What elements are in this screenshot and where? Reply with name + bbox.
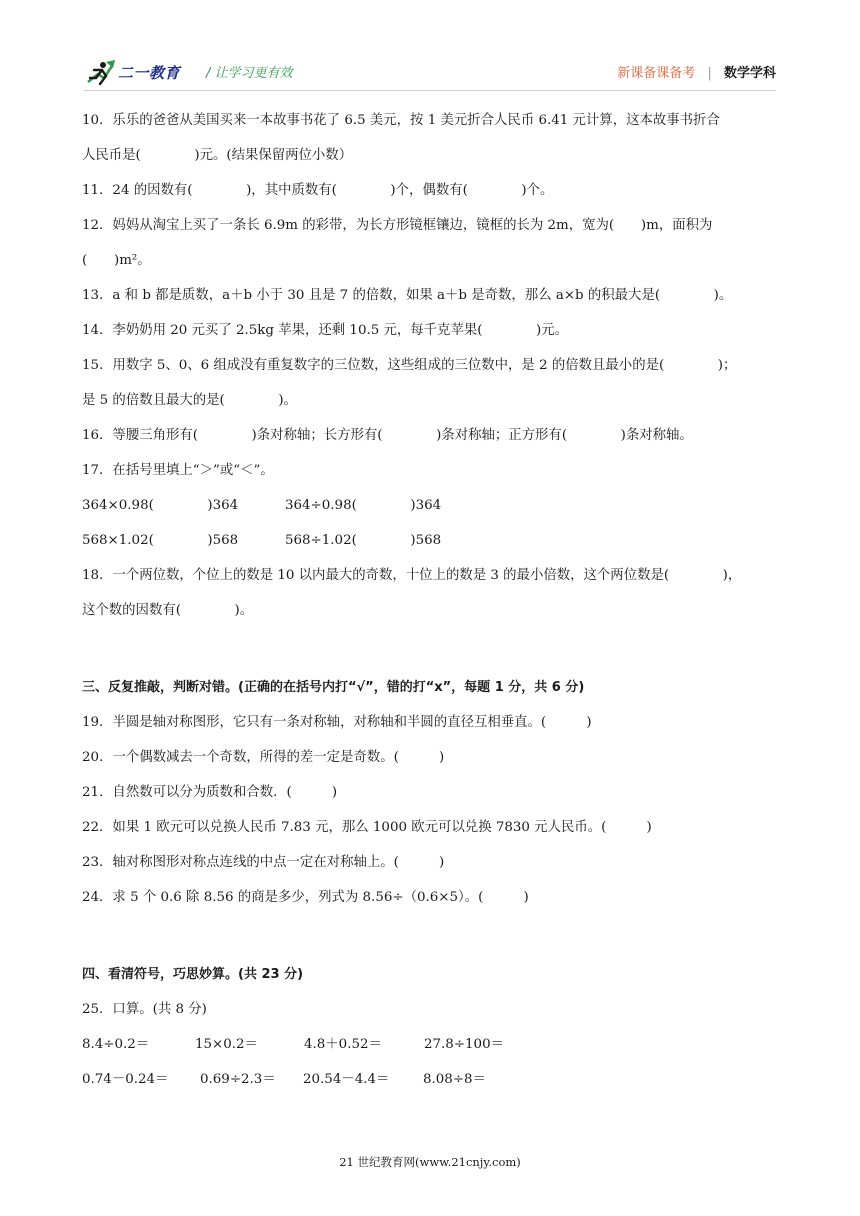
page-header — [84, 56, 776, 90]
compare-expression: 364÷0.98( )364 — [285, 498, 442, 513]
oral-calc-row — [82, 1062, 780, 1097]
header-separator: | — [707, 66, 712, 81]
judgement-item: 20．一个偶数减去一个奇数，所得的差一定是奇数。( ) — [82, 750, 445, 765]
oral-calc-item: 27.8÷100＝ — [424, 1037, 504, 1052]
judgement-item: 21．自然数可以分为质数和合数．( ) — [82, 785, 338, 800]
logo — [84, 58, 194, 88]
compare-row — [82, 488, 780, 523]
question-line: 16．等腰三角形有( )条对称轴；长方形有( )条对称轴；正方形有( )条对称轴。 — [82, 428, 693, 443]
oral-calc-item: 20.54－4.4＝ — [303, 1072, 390, 1087]
question-line: 10．乐乐的爸爸从美国买来一本故事书花了 6.5 美元，按 1 美元折合人民币 6.41 元计算，这本故事书折合 — [82, 113, 720, 128]
runner-logo-icon — [84, 58, 118, 88]
document-body — [82, 103, 780, 1097]
oral-calc-item: 8.4÷0.2＝ — [82, 1037, 150, 1052]
slogan: / 让学习更有效 — [206, 66, 293, 81]
judgement-item: 23．轴对称图形对称点连线的中点一定在对称轴上。( ) — [82, 855, 445, 870]
question-line: 14．李奶奶用 20 元买了 2.5kg 苹果，还剩 10.5 元，每千克苹果( )元。 — [82, 323, 569, 338]
oral-calc-item: 0.69÷2.3＝ — [200, 1072, 276, 1087]
oral-calc-item: 8.08÷8＝ — [423, 1072, 486, 1087]
oral-calc-item: 0.74－0.24＝ — [82, 1072, 169, 1087]
question-line: 是 5 的倍数且最大的是( )。 — [82, 393, 297, 408]
compare-expression: 568÷1.02( )568 — [285, 533, 442, 548]
logo-text: 二一教育 — [118, 64, 181, 82]
question-line: 25．口算。(共 8 分) — [82, 1002, 207, 1017]
question-line: 17．在括号里填上“＞”或“＜”。 — [82, 463, 274, 478]
page-footer: 21 世纪教育网(www.21cnjy.com) — [339, 1155, 521, 1169]
compare-expression: 568×1.02( )568 — [82, 533, 239, 548]
question-line: 这个数的因数有( )。 — [82, 603, 254, 618]
question-line: ( )m²。 — [82, 253, 151, 268]
compare-expression: 364×0.98( )364 — [82, 498, 239, 513]
header-divider — [84, 90, 776, 91]
question-line: 18．一个两位数，个位上的数是 10 以内最大的奇数，十位上的数是 3 的最小倍数，这个两位数是( )， — [82, 568, 742, 583]
question-line: 12．妈妈从淘宝上买了一条长 6.9m 的彩带，为长方形镜框镶边，镜框的长为 2m，宽为( )m，面积为 — [82, 218, 713, 233]
oral-calc-row — [82, 1027, 780, 1062]
section-heading: 四、看清符号，巧思妙算。(共 23 分) — [82, 967, 304, 982]
question-line: 15．用数字 5、0、6 组成没有重复数字的三位数，这些组成的三位数中，是 2 的倍数且最小的是( )； — [82, 358, 737, 373]
judgement-item: 19．半圆是轴对称图形，它只有一条对称轴，对称轴和半圆的直径互相垂直。( ) — [82, 715, 592, 730]
header-right — [617, 62, 776, 81]
oral-calc-item: 4.8＋0.52＝ — [304, 1037, 382, 1052]
judgement-item: 22．如果 1 欧元可以兑换人民币 7.83 元，那么 1000 欧元可以兑换 7830 元人民币。( ) — [82, 820, 652, 835]
compare-row — [82, 523, 780, 558]
judgement-item: 24．求 5 个 0.6 除 8.56 的商是多少，列式为 8.56÷（0.6×5）。( ) — [82, 890, 529, 905]
question-line: 13．a 和 b 都是质数，a＋b 小于 30 且是 7 的倍数，如果 a＋b 是奇数，那么 a×b 的积最大是( )。 — [82, 288, 733, 303]
oral-calc-item: 15×0.2＝ — [195, 1037, 258, 1052]
section-heading: 三、反复推敲，判断对错。(正确的在括号内打“√”，错的打“x”，每题 1 分，共 6 分) — [82, 680, 585, 695]
course-label: 新课备课备考 — [617, 66, 696, 81]
question-line: 11．24 的因数有( )，其中质数有( )个，偶数有( )个。 — [82, 183, 554, 198]
question-line: 人民币是( )元。(结果保留两位小数） — [82, 148, 353, 163]
subject-label: 数学学科 — [723, 66, 776, 81]
